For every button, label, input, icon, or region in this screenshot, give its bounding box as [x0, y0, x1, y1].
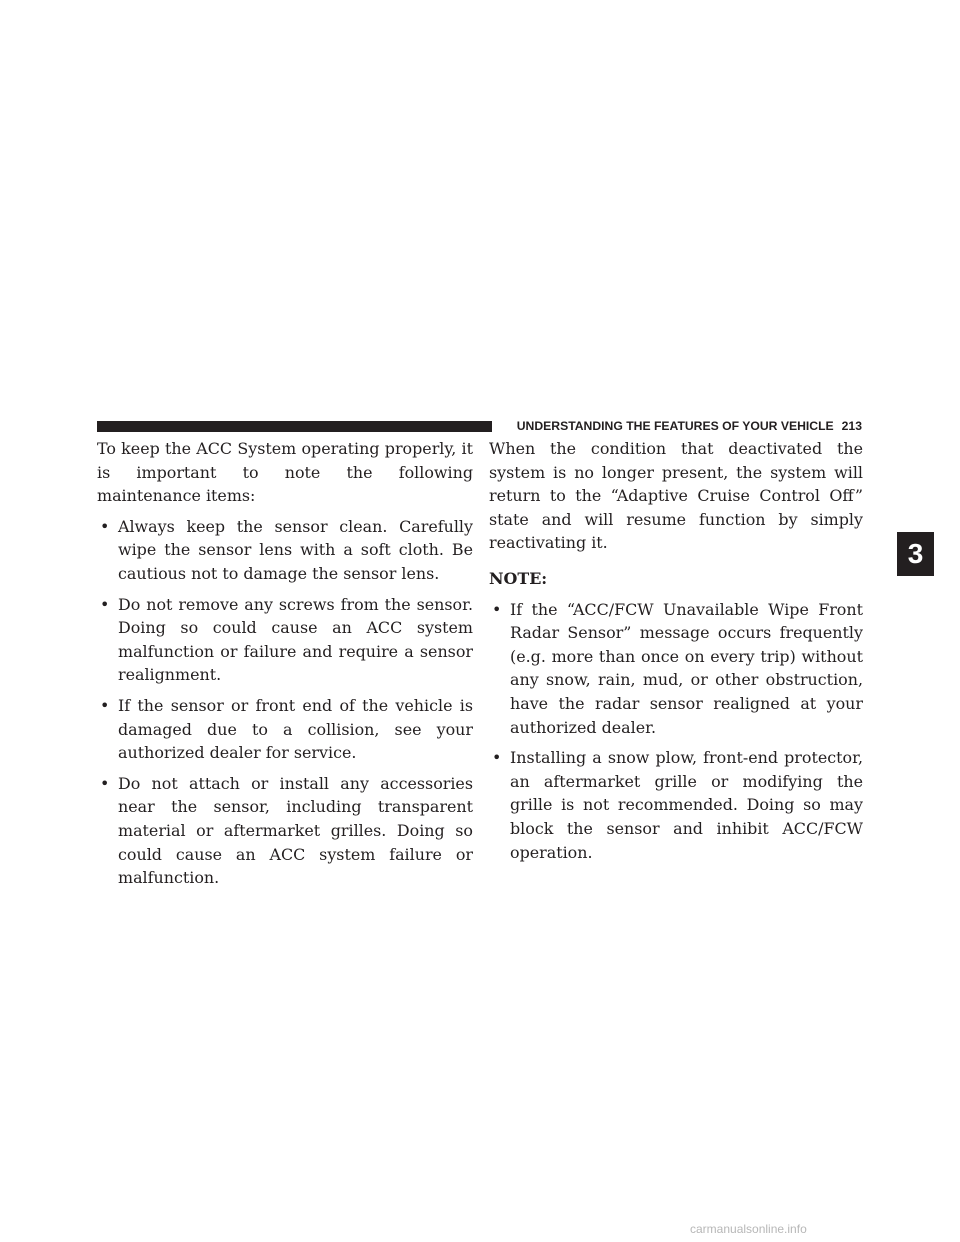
footer-watermark: carmanualsonline.info: [690, 1222, 807, 1236]
section-tab: 3: [897, 532, 934, 576]
intro-paragraph: To keep the ACC System operating properly, it is important to note the following maintenance items:: [97, 439, 473, 506]
bullet-icon: •: [100, 594, 110, 614]
list-item-text: If the sensor or front end of the vehicle is damaged due to a collision, see your authorized dealer for service.: [118, 695, 473, 763]
body-paragraph: When the condition that deactivated the system is no longer present, the system will return to the “Adaptive Cruise Control Off” state and will resume function by simply reactivating it.: [489, 439, 863, 553]
list-item: [97, 515, 473, 586]
list-item: [489, 598, 863, 740]
page-number: 213: [841, 419, 862, 433]
bullet-icon: •: [492, 599, 502, 619]
list-item-text: Always keep the sensor clean. Carefully wipe the sensor lens with a soft cloth. Be cautious not to damage the sensor lens.: [118, 516, 473, 583]
list-item-text: Do not remove any screws from the sensor. Doing so could cause an ACC system malfunction or failure and require a sensor realignment.: [118, 594, 473, 685]
list-item-text: If the “ACC/FCW Unavailable Wipe Front Radar Sensor” message occurs frequently (e.g. more than once on every trip) without any snow, rain, mud, or other obstruction, have the radar sensor realigned at your authorized dealer.: [510, 599, 863, 737]
list-item: [97, 593, 473, 687]
bullet-icon: •: [100, 516, 110, 536]
section-title: UNDERSTANDING THE FEATURES OF YOUR VEHICLE: [516, 419, 834, 433]
note-label: NOTE:: [489, 568, 548, 588]
header-rule: [97, 421, 492, 432]
right-column: [489, 437, 863, 871]
list-item: [489, 746, 863, 864]
running-header: [502, 417, 862, 435]
list-item-text: Do not attach or install any accessories near the sensor, including transparent material or aftermarket grilles. Doing so could cause an ACC system failure or malfunction.: [118, 773, 473, 888]
list-item-text: Installing a snow plow, front-end protector, an aftermarket grille or modifying the grille is not recommended. Doing so may block the sensor and inhibit ACC/FCW operation.: [510, 748, 863, 862]
left-column: [97, 437, 473, 897]
bullet-icon: •: [100, 695, 110, 715]
note-list: [489, 598, 863, 865]
list-item: [97, 772, 473, 890]
bullet-icon: •: [492, 748, 502, 768]
maintenance-list: [97, 515, 473, 890]
list-item: [97, 694, 473, 765]
bullet-icon: •: [100, 773, 110, 793]
